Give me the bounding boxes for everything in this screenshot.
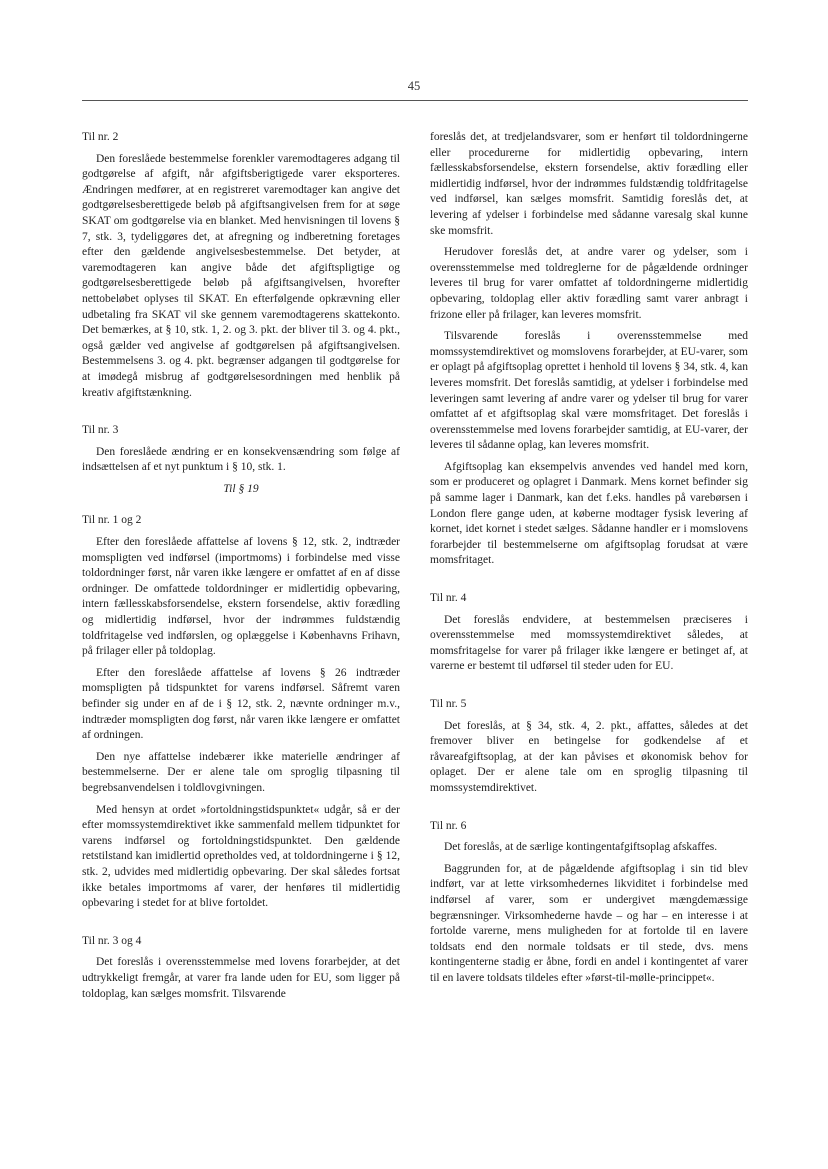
heading-til-nr-3: Til nr. 3 xyxy=(82,424,119,437)
paragraph: Det foreslås, at de særlige kontingentafgiftsoplag afskaffes. xyxy=(444,841,718,854)
section-heading-til-19: Til § 19 xyxy=(223,482,259,495)
paragraph: foreslås det, at tredjelandsvarer, som er henført til toldordningerne eller procedurerne for midlertidig opbevaring, intern fællesskabsforsendelse, ekstern forsendelse, aktiv forædling eller midlertidig indførsel, hvor der indrømmes fuldstændig toldfritagelse ved indførsel, kan sælges momsfrit. Samtidig foreslås det, at levering af ydelser i forbindelse med sådanne varesalg skal kunne ske momsfrit. xyxy=(430,131,748,237)
spacer xyxy=(430,681,748,697)
paragraph: Det foreslås i overensstemmelse med lovens forarbejder, at det udtrykkeligt fremgår, at varer fra lande uden for EU, som ligger på toldoplag, kan sælges momsfrit. Tilsvarende xyxy=(82,956,400,1000)
heading-til-nr-3-og-4: Til nr. 3 og 4 xyxy=(82,934,142,947)
paragraph: Den foreslåede bestemmelse forenkler varemodtageres adgang til godtgørelse af afgift, når afgiftsberigtigede varer eksporteres. Ændringen medfører, at en registreret varemodtager kan angive det godtgørelsesberettigede beløb på afgiftsangivelsen frem for at søge SKAT om godtgørelse via en blanket. Med henvisningen til lovens § 7, stk. 3, tydeliggøres det, at afregning og indberetning foretages efter den gældende angivelsesbestemmelse. Det betyder, at varemodtageren kan angive både det afgiftspligtige og godtgørelsesberettigede beløb på afgiftsangivelsen, hvorefter nettobeløbet oplyses til SKAT. En efterfølgende opkrævning eller udbetaling fra SKAT vil ske gennem varemodtagerens skattekonto. Det bemærkes, at § 10, stk. 1, 2. og 3. pkt. der bliver til 3. og 4. pkt., også gælder ved angivelse af godtgørelsen på afgiftsangivelsen. Bestemmelsens 3. og 4. pkt. begrænser adgangen til godtgørelse for at imødegå misbrug af godtgørelsesordningen med henblik på kreativ afgiftstænkning. xyxy=(82,152,400,399)
page-number: 45 xyxy=(407,79,421,93)
paragraph: Den foreslåede ændring er en konsekvensændring som følge af indsættelsen af et nyt punktum i § 10, stk. 1. xyxy=(82,445,400,474)
paragraph: Baggrunden for, at de pågældende afgiftsoplag i sin tid blev indført, var at lette virksomhedernes likviditet i forbindelse med indførsel af varer, som er undergivet mængdemæssige begrænsninger. Virksomhederne havde – og har – en interesse i at fortolde varerne, mens muligheden for at fortolde til en lavere toldsats end den normale toldsats er til stede, dvs. mens kontingenterne stadig er åbne, fordi en andel i kontingentet af varer til en lavere toldsats tildeles efter »først-til-mølle-princippet«. xyxy=(430,862,748,984)
paragraph: Tilsvarende foreslås i overensstemmelse med momssystemdirektivet og momslovens forarbejder, at EU-varer, som er oplagt på afgiftsoplag oprettet i henhold til lovens § 34, stk. 4, kan leveres momsfrit. Det foreslås samtidig, at ydelser i forbindelse med leveringen samt levering af andre varer og ydelser til brug for varer omfattet af et afgiftsoplag skal være momsfritaget. Det foreslås i overensstemmelse med lovens forarbejder samtidig, at EU-varer, der leveres til sådanne oplag, kan leveres momsfrit. xyxy=(430,330,748,452)
paragraph: Det foreslås, at § 34, stk. 4, 2. pkt., affattes, således at det fremover bliver en betingelse for godkendelse af et råvareafgiftsoplag, at der kan påvises et økonomisk behov for oplaget. Der er alene tale om en sproglig tilpasning til momssystemdirektivet. xyxy=(430,719,748,794)
heading-til-nr-4: Til nr. 4 xyxy=(430,592,467,605)
paragraph: Den nye affattelse indebærer ikke materielle ændringer af bestemmelserne. Der er alene tale om sproglig tilpasning til begrebsanvendelsen i toldlovgivningen. xyxy=(82,750,400,794)
paragraph: Det foreslås endvidere, at bestemmelsen præciseres i overensstemmelse med momssystemdirektivet således, at momsfritagelse for varer på frilager ikke længere er betinget af, at varerne er bestemt til udførsel til steder uden for EU. xyxy=(430,613,748,673)
left-column xyxy=(82,130,400,1008)
spacer xyxy=(430,803,748,819)
paragraph: Efter den foreslåede affattelse af lovens § 26 indtræder momspligten på tidspunktet for varens indførsel. Såfremt varen befinder sig under en af de i § 12, stk. 2, nævnte ordninger m.v., indtræder momspligten dog først, når varen ikke længere er omfattet af ordningen. xyxy=(82,666,400,742)
heading-til-nr-6: Til nr. 6 xyxy=(430,819,467,832)
spacer xyxy=(430,575,748,591)
spacer xyxy=(82,918,400,934)
paragraph: Med hensyn at ordet »fortoldningstidspunktet« udgår, så er der efter momssystemdirektivet ikke sammenfald mellem tidpunktet for varens indførsel og fortoldningstidspunktet. Den gældende retstilstand kan imidlertid opretholdes ved, at toldordningerne i § 12, stk. 2, udvides med midlertidig opbevaring. Der skal således fortsat ikke betales importmoms af varer, der henføres til midlertidig opbevaring i stedet for at blive fortoldet. xyxy=(82,803,400,910)
paragraph: Afgiftsoplag kan eksempelvis anvendes ved handel med korn, som er produceret og oplagret i Danmark. Mens kornet befinder sig på samme lager i Danmark, kan det f.eks. handles på varebørsen i London flere gange uden, at køberne modtager fysisk levering af kornet, idet kornet i stedet sælges. Sådanne handler er i momslovens forarbejder til bestemmelserne om afgiftsoplag forudsat at være momsfritaget. xyxy=(430,460,748,567)
paragraph: Herudover foreslås det, at andre varer og ydelser, som i overensstemmelse med toldreglerne for de pågældende ordninger leveres til brug for varer omfattet af toldordningerne midlertidig opbevaring, toldoplag eller aktiv forædling samt varer anbragt i frizone eller på frilager, kan leveres momsfrit. xyxy=(430,246,748,321)
right-column xyxy=(430,130,748,993)
heading-til-nr-5: Til nr. 5 xyxy=(430,698,467,710)
heading-til-nr-1-og-2: Til nr. 1 og 2 xyxy=(82,514,142,527)
header-rule xyxy=(82,100,748,101)
heading-til-nr-2: Til nr. 2 xyxy=(82,131,119,143)
spacer xyxy=(82,407,400,423)
paragraph: Efter den foreslåede affattelse af lovens § 12, stk. 2, indtræder momspligten ved indførsel (importmoms) i forbindelse med visse toldordninger først, når varen ikke længere er omfattet af en af disse ordninger. De omfattede toldordninger er midlertidig opbevaring, intern fællesskabsforsendelse, ekstern forsendelse, aktiv forædling og midlertidig indførsel, hvor der indrømmes fuldstændig toldfritagelse ved indførslen, og oplæggelse i Københavns Frihavn, på frilager eller på toldoplag. xyxy=(82,536,400,658)
